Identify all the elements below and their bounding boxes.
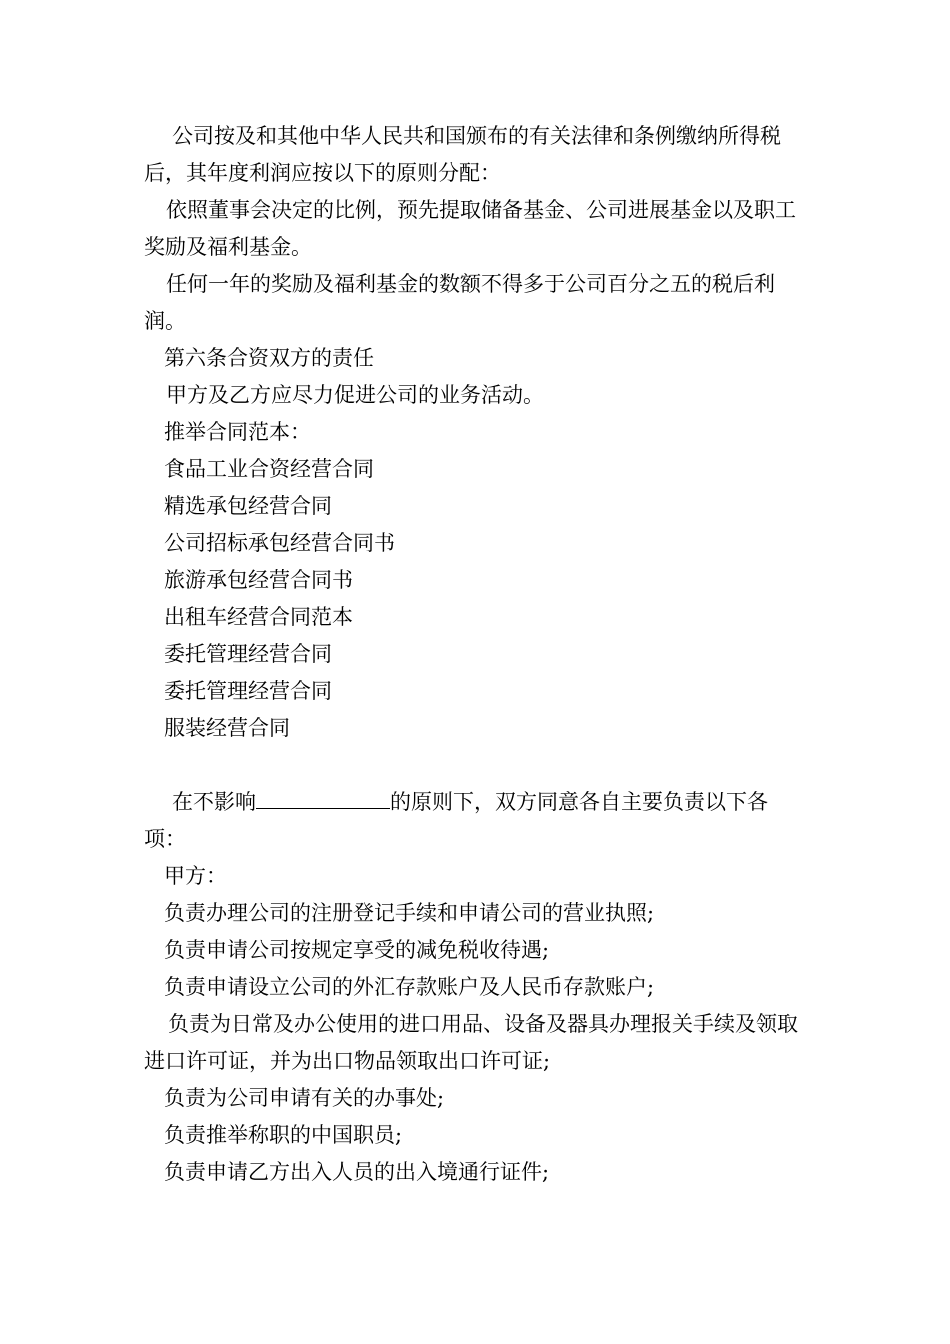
fill-in-blank[interactable] — [256, 784, 390, 809]
party-a-item: 负责办理公司的注册登记手续和申请公司的营业执照; — [164, 901, 655, 925]
article-six-heading: 第六条合资双方的责任 — [164, 346, 374, 370]
clause-suffix: 的原则下，双方同意各自主要负责以下各项： — [144, 790, 768, 851]
party-a-item: 负责申请乙方出入人员的出入境通行证件; — [164, 1160, 550, 1184]
template-item: 公司招标承包经营合同书 — [164, 531, 395, 555]
paragraph-profit-distribution: 公司按及和其他中华人民共和国颁布的有关法律和条例缴纳所得税后，其年度利润应按以下的原则分配： — [144, 124, 781, 185]
recommended-templates-label: 推举合同范本： — [164, 420, 311, 444]
paragraph-reserve-fund: 依照董事会决定的比例，预先提取储备基金、公司进展基金以及职工奖励及福利基金。 — [144, 198, 796, 259]
clause-prefix: 在不影响 — [172, 790, 256, 814]
template-item: 旅游承包经营合同书 — [164, 568, 353, 592]
template-item: 精选承包经营合同 — [164, 494, 332, 518]
party-a-item: 负责推举称职的中国职员; — [164, 1123, 403, 1147]
paragraph-joint-effort: 甲方及乙方应尽力促进公司的业务活动。 — [166, 383, 544, 407]
template-item: 委托管理经营合同 — [164, 642, 332, 666]
party-a-item: 负责为公司申请有关的办事处; — [164, 1086, 445, 1110]
party-a-label: 甲方： — [164, 864, 227, 888]
party-a-item: 负责申请公司按规定享受的减免税收待遇; — [164, 938, 550, 962]
party-a-item: 负责为日常及办公使用的进口用品、设备及器具办理报关手续及领取进口许可证，并为出口物品领取出口许可证; — [144, 1012, 798, 1073]
party-a-item: 负责申请设立公司的外汇存款账户及人民币存款账户; — [164, 975, 655, 999]
template-item: 出租车经营合同范本 — [164, 605, 353, 629]
template-item: 服装经营合同 — [164, 716, 290, 740]
template-item: 食品工业合资经营合同 — [164, 457, 374, 481]
paragraph-responsibility-clause — [144, 784, 808, 858]
paragraph-bonus-limit: 任何一年的奖励及福利基金的数额不得多于公司百分之五的税后利润。 — [144, 272, 775, 333]
template-item: 委托管理经营合同 — [164, 679, 332, 703]
